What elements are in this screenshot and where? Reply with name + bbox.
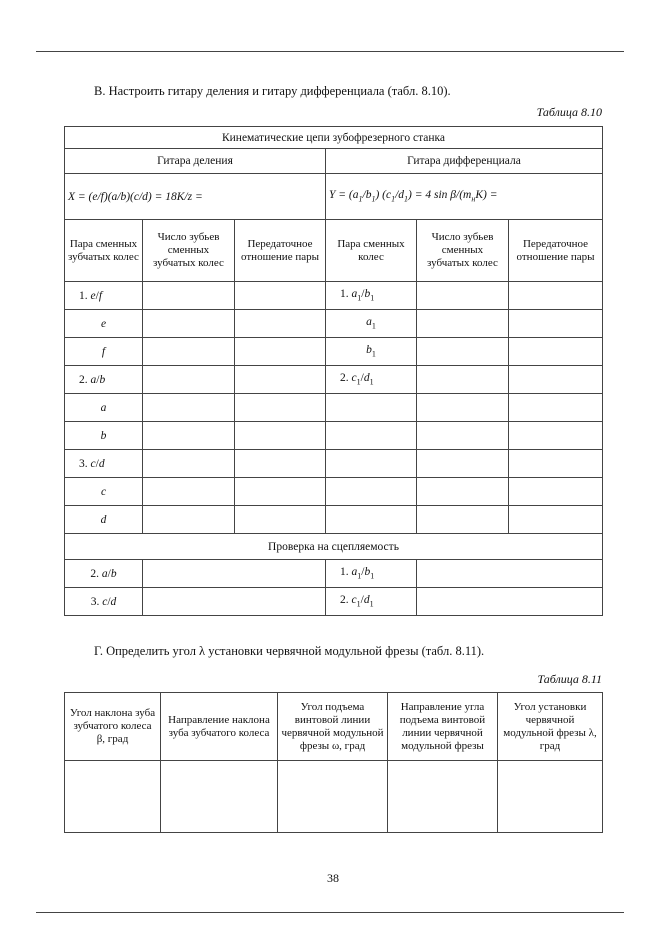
- row-label-left: d: [65, 506, 143, 534]
- row-label-left: a: [65, 394, 143, 422]
- bottom-rule: [36, 912, 624, 913]
- header-helix-angle: Угол наклона зуба зубчатого колеса β, град: [65, 693, 161, 761]
- table-row: [65, 588, 603, 616]
- col-header-teeth: Число зубьев сменных зубчатых колес: [143, 220, 235, 282]
- col-header-teeth-right: Число зубьев сменных зубчатых колес: [417, 220, 509, 282]
- table-8-10: [64, 126, 603, 616]
- page-number: 38: [327, 871, 339, 885]
- col-header-ratio: Передаточное отношение пары: [235, 220, 326, 282]
- row-label-left: c: [65, 478, 143, 506]
- table-title: Кинематические цепи зубофрезерного станка: [65, 127, 603, 149]
- row-label-left: f: [65, 338, 143, 366]
- table-row: [65, 506, 603, 534]
- row-label-left: b: [65, 422, 143, 450]
- table-row: [65, 560, 603, 588]
- col-header-ratio-right: Передаточное отношение пары: [509, 220, 603, 282]
- header-helix-direction: Направление наклона зуба зубчатого колеса: [161, 693, 278, 761]
- differential-gear-header: Гитара дифференциала: [326, 149, 603, 174]
- division-gear-header: Гитара деления: [65, 149, 326, 174]
- table-8-11: [64, 692, 603, 833]
- table-row: [65, 478, 603, 506]
- row-label-right: 2. $c_1/d_1$: [326, 366, 417, 394]
- table-row: [65, 310, 603, 338]
- check-label-right: 1. $a_1/b_1$: [326, 560, 417, 588]
- mesh-check-title: Проверка на сцепляемость: [65, 534, 603, 560]
- top-rule: [36, 51, 624, 52]
- row-label-right: $b_1$: [326, 338, 417, 366]
- col-header-pair: Пара сменных зубчатых колес: [65, 220, 143, 282]
- table-row: [65, 450, 603, 478]
- row-label-right: $a_1$: [326, 310, 417, 338]
- table-row: [65, 338, 603, 366]
- row-label-left: 1. e/f: [65, 282, 143, 310]
- table-row: [65, 394, 603, 422]
- check-label-left: 2. a/b: [65, 560, 143, 588]
- table-row: [65, 761, 603, 833]
- section-g-heading: Г. Определить угол λ установки червячной модульной фрезы (табл. 8.11).: [94, 644, 485, 658]
- table-row: [65, 366, 603, 394]
- table-row: [65, 282, 603, 310]
- check-label-left: 3. c/d: [65, 588, 143, 616]
- formula-x: X = (e/f)(a/b)(c/d) = 18K/z =: [65, 174, 326, 220]
- section-b-heading: В. Настроить гитару деления и гитару дифференциала (табл. 8.10).: [94, 84, 451, 98]
- row-label-left: e: [65, 310, 143, 338]
- table-8-11-caption: Таблица 8.11: [537, 672, 602, 686]
- formula-y: $Y = (a_1/b_1) (c_1/d_1) = 4$ $\sin \beta/(m_нK)$ =: [326, 174, 603, 220]
- row-label-left: 2. a/b: [65, 366, 143, 394]
- header-lead-direction: Направление угла подъема винтовой линии червячной модульной фрезы: [388, 693, 498, 761]
- row-label-right: 1. $a_1/b_1$: [326, 282, 417, 310]
- check-label-right: 2. $c_1/d_1$: [326, 588, 417, 616]
- table-8-10-caption: Таблица 8.10: [536, 105, 602, 119]
- row-label-left: 3. c/d: [65, 450, 143, 478]
- col-header-pair-right: Пара сменных колес: [326, 220, 417, 282]
- header-setup-angle: Угол установки червячной модульной фрезы λ, град: [498, 693, 603, 761]
- header-lead-angle: Угол подъема винтовой линии червячной модульной фрезы ω, град: [278, 693, 388, 761]
- table-row: [65, 422, 603, 450]
